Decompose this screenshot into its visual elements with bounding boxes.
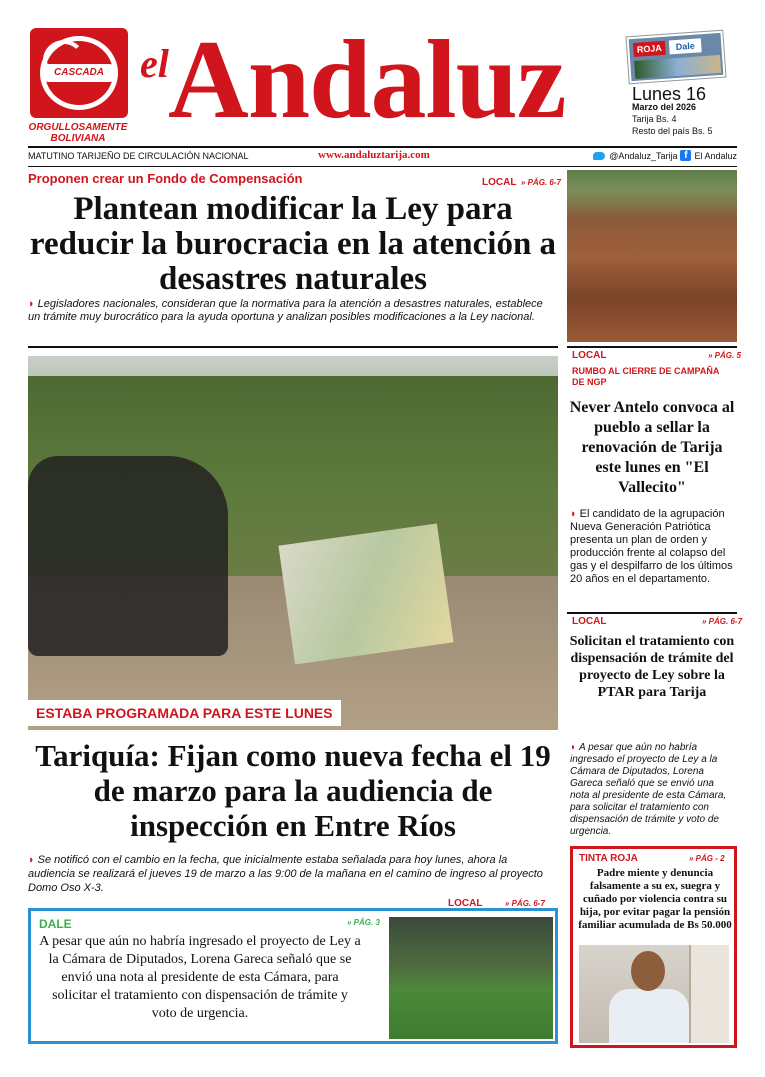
tinta-roja-box[interactable] — [570, 846, 737, 1048]
website-link[interactable]: www.andaluztarija.com — [318, 149, 430, 161]
masthead-info-bar — [28, 149, 737, 165]
story2-summary — [570, 742, 736, 838]
brand-prefix: el — [140, 41, 169, 86]
main-page-ref[interactable]: » PÁG. 6-7 — [504, 899, 545, 908]
story1-summary-text: El candidato de la agrupación Nueva Generación Patriótica presenta un plan de orden y producción frente al colapso del gas y el despilfarro de los últimos 20 años en el departamento. — [570, 508, 733, 585]
social-links — [592, 150, 737, 161]
issue-month: Marzo del 2026 — [632, 102, 697, 112]
protest-photo[interactable] — [28, 356, 558, 730]
twitter-handle[interactable]: @Andaluz_Tarija — [609, 150, 678, 161]
sidebar-divider — [567, 612, 737, 614]
photo-body — [609, 989, 689, 1043]
bullet-icon: ◗ — [570, 508, 577, 520]
main-summary — [28, 853, 556, 895]
lead-headline[interactable]: Plantean modificar la Ley para reducir la burocracia en la atención a desastres naturales — [29, 191, 557, 297]
tinta-roja-label: TINTA ROJA — [579, 853, 638, 864]
newspaper-title: Andaluz — [168, 18, 566, 142]
story1-headline[interactable]: Never Antelo convoca al pueblo a sellar la renovación de Tarija este lunes en "El Vallecito" — [569, 399, 735, 496]
bullet-icon: ◗ — [570, 742, 577, 753]
lead-section-tag — [482, 172, 561, 190]
photo-police-line — [28, 456, 228, 656]
story2-page-ref[interactable]: » PÁG. 6-7 — [702, 617, 743, 626]
story1-section: LOCAL — [572, 350, 607, 361]
price-resto: Resto del país Bs. 5 — [632, 126, 713, 136]
soccer-photo[interactable] — [389, 917, 553, 1039]
bullet-icon: ◗ — [28, 854, 35, 866]
story2-summary-text: A pesar que aún no habría ingresado el proyecto de Ley a la Cámara de Diputados, Lorena Gareca señaló que se envió una nota al presidente de esta Cámara, para solicitar el tratamiento con dispensación de trámite y voto de urgencia. — [570, 742, 727, 837]
cascada-logo-label: CASCADA — [45, 64, 113, 82]
main-section: LOCAL — [448, 898, 483, 909]
lead-summary — [28, 298, 556, 324]
prev-tag-dale: Dale — [669, 38, 702, 54]
story2-section: LOCAL — [572, 616, 607, 627]
story1-summary — [570, 508, 736, 586]
masthead-divider — [28, 146, 737, 148]
twitter-icon[interactable] — [592, 150, 606, 161]
main-headline[interactable]: Tariquía: Fijan como nueva fecha el 19 de marzo para la audiencia de inspección en Entre Ríos — [35, 738, 551, 843]
tinta-roja-page-ref[interactable]: » PÁG - 2 — [689, 854, 725, 863]
story1-page-ref[interactable]: » PÁG. 5 — [708, 351, 741, 360]
photo-banner — [278, 523, 453, 664]
story1-kicker: RUMBO AL CIERRE DE CAMPAÑA DE NGP — [572, 366, 720, 387]
facebook-icon[interactable]: f — [680, 150, 691, 161]
dale-page-ref[interactable]: » PÁG. 3 — [347, 918, 380, 927]
facebook-handle[interactable]: El Andaluz — [694, 150, 737, 161]
lead-page-ref[interactable]: » PÁG. 6-7 — [520, 178, 561, 187]
cascada-logo — [30, 28, 128, 118]
sidebar-divider — [567, 346, 737, 348]
photo-bookshelf — [689, 945, 729, 1043]
lead-kicker: Proponen crear un Fondo de Compensación — [28, 171, 303, 186]
issue-day: Lunes 16 — [632, 84, 707, 104]
prev-tag-roja: ROJA — [633, 41, 666, 57]
dale-box[interactable] — [28, 908, 558, 1044]
dale-text: A pesar que aún no habría ingresado el proyecto de Ley a la Cámara de Diputados, Lorena Gareca señaló que se envió una nota al presidente de esta Cámara, para solicitar el tratamiento con dispensación de trámite y voto de urgencia. — [39, 934, 361, 1021]
flood-photo[interactable] — [567, 170, 737, 342]
dale-label: DALE — [39, 917, 72, 931]
bullet-icon: ◗ — [28, 298, 35, 310]
tagline: MATUTINO TARIJEÑO DE CIRCULACIÓN NACIONAL — [28, 151, 249, 161]
prev-photo — [634, 55, 721, 79]
main-summary-text: Se notificó con el cambio en la fecha, que inicialmente estaba señalada para hoy lunes, ahora la audiencia se realizará el jueves 19 de marzo a las 9:00 de la mañana en el camino de ingreso al proyecto Domo Oso X-3. — [28, 854, 543, 894]
photo-head — [631, 951, 665, 991]
tinta-roja-text: Padre miente y denuncia falsamente a su ex, suegra y cuñado por violencia contra su hija, por evitar pagar la pensión familiar acumulada de Bs 50.000 — [578, 867, 732, 931]
story2-headline[interactable]: Solicitan el tratamiento con dispensación de trámite del proyecto de Ley sobre la PTAR para Tarija — [569, 634, 735, 700]
photo-caption: ESTABA PROGRAMADA PARA ESTE LUNES — [28, 700, 341, 726]
previous-edition-thumbnail[interactable] — [627, 31, 726, 84]
sponsor-slogan: ORGULLOSAMENTE BOLIVIANA — [28, 122, 128, 144]
lead-section: LOCAL — [482, 177, 517, 188]
section-divider — [28, 346, 558, 348]
masthead-divider-thin — [28, 166, 737, 167]
price-tarija: Tarija Bs. 4 — [632, 114, 677, 124]
lead-summary-text: Legisladores nacionales, consideran que la normativa para la atención a desastres naturales, establece un trámite muy burocrático para la ayuda oportuna y analizan posibles modificaciones a la Ley nacional. — [28, 298, 543, 323]
man-portrait-photo[interactable] — [579, 945, 729, 1043]
